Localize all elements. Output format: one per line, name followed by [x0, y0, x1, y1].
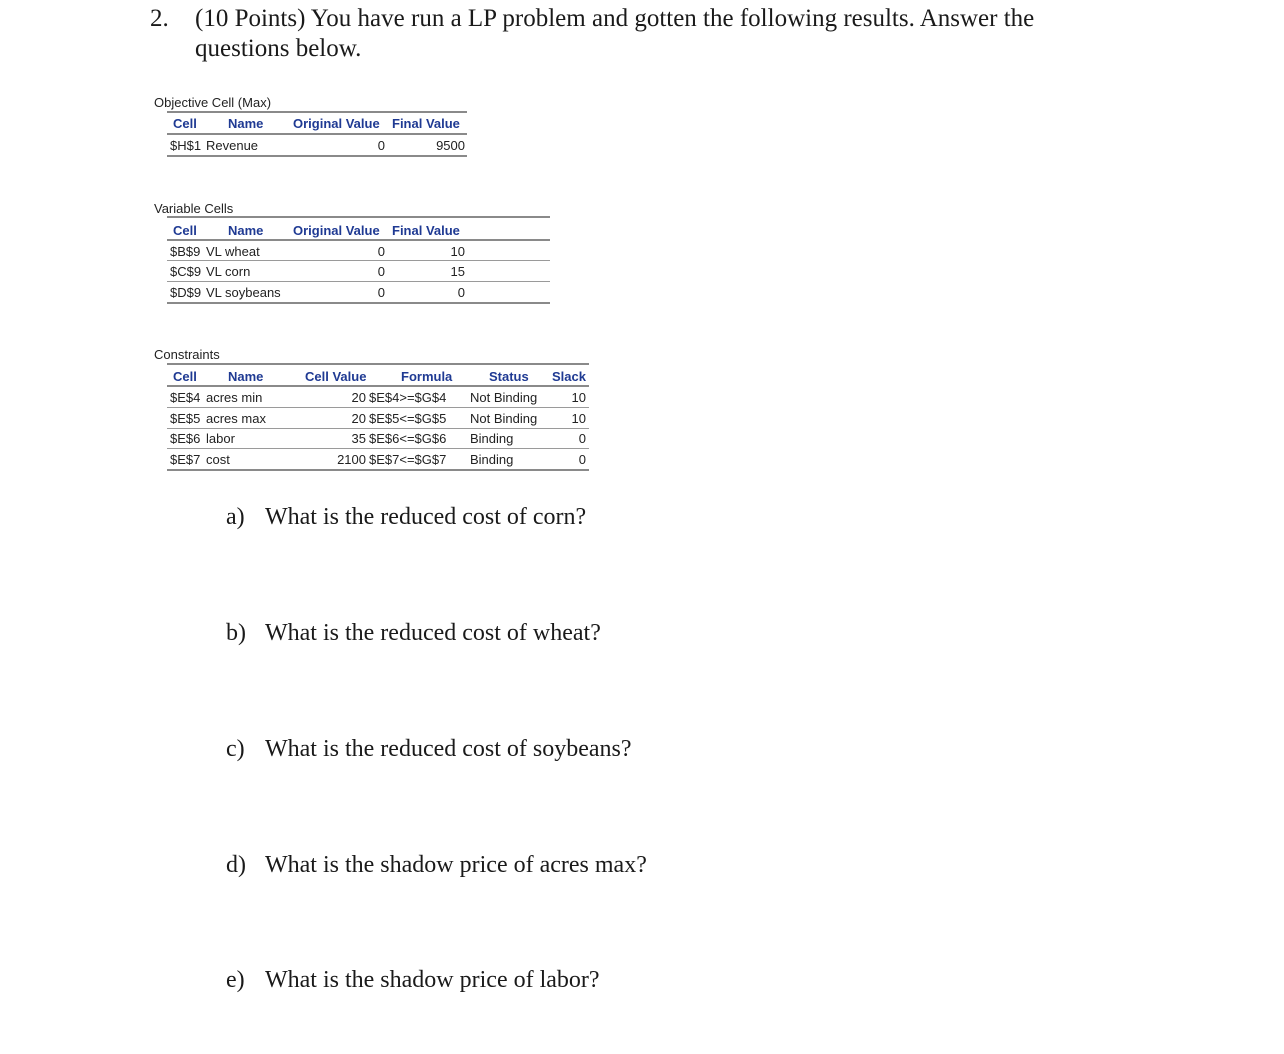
constraints-caption: Constraints: [154, 347, 220, 362]
row-cell: $E$4: [170, 390, 201, 405]
row-formula: $E$7<=$G$7: [369, 452, 447, 467]
header-final-value: Final Value: [392, 116, 460, 131]
header-name: Name: [228, 369, 264, 384]
row-original: 0: [377, 244, 385, 259]
row-cell: $H$1: [170, 138, 202, 153]
header-name: Name: [228, 116, 264, 131]
table-rule: [167, 385, 589, 387]
subquestion-text: What is the reduced cost of soybeans?: [265, 736, 632, 762]
table-rule: [167, 260, 550, 261]
row-name: VL corn: [206, 264, 251, 279]
row-slack: 0: [578, 431, 586, 446]
row-formula: $E$4>=$G$4: [369, 390, 447, 405]
row-name: acres max: [206, 411, 266, 426]
table-rule: [167, 407, 589, 408]
subquestion-text: What is the reduced cost of wheat?: [265, 620, 601, 646]
row-cell-value: 35: [351, 431, 366, 446]
row-cell: $C$9: [170, 264, 202, 279]
row-name: Revenue: [206, 138, 259, 153]
table-rule: [167, 302, 550, 304]
row-name: cost: [206, 452, 230, 467]
row-original: 0: [377, 138, 385, 153]
header-cell: Cell: [173, 116, 197, 131]
objective-caption: Objective Cell (Max): [154, 95, 272, 110]
row-slack: 0: [578, 452, 586, 467]
row-final: 9500: [436, 138, 465, 153]
row-cell: $B$9: [170, 244, 201, 259]
subquestion-label: a): [226, 504, 245, 530]
row-final: 0: [457, 285, 465, 300]
header-original-value: Original Value: [293, 223, 380, 238]
subquestion-text: What is the reduced cost of corn?: [265, 504, 587, 530]
header-name: Name: [228, 223, 264, 238]
objective-table: [167, 111, 467, 159]
subquestion-label: d): [226, 852, 246, 878]
table-rule: [167, 428, 589, 429]
table-rule: [167, 216, 550, 218]
row-cell: $E$6: [170, 431, 201, 446]
row-slack: 10: [571, 390, 586, 405]
table-rule: [167, 469, 589, 471]
row-status: Not Binding: [470, 390, 538, 405]
row-cell-value: 20: [351, 411, 366, 426]
row-final: 15: [450, 264, 465, 279]
question-text: (10 Points) You have run a LP problem and gotten the following results. Answer the questions below.: [195, 5, 1035, 62]
row-status: Binding: [470, 452, 514, 467]
header-status: Status: [489, 369, 529, 384]
row-cell-value: 20: [351, 390, 366, 405]
header-original-value: Original Value: [293, 116, 380, 131]
row-name: acres min: [206, 390, 263, 405]
row-original: 0: [377, 264, 385, 279]
row-cell: $E$7: [170, 452, 201, 467]
row-formula: $E$6<=$G$6: [369, 431, 447, 446]
question-number: 2.: [150, 5, 169, 32]
variables-caption: Variable Cells: [154, 201, 234, 216]
table-rule: [167, 363, 589, 365]
row-final: 10: [450, 244, 465, 259]
header-cell: Cell: [173, 223, 197, 238]
header-formula: Formula: [401, 369, 453, 384]
table-rule: [167, 448, 589, 449]
table-rule: [167, 133, 467, 135]
constraints-table: [167, 363, 589, 473]
table-rule: [167, 155, 467, 157]
row-cell: $D$9: [170, 285, 202, 300]
row-status: Binding: [470, 431, 514, 446]
row-cell-value: 2100: [337, 452, 366, 467]
header-slack: Slack: [552, 369, 586, 384]
header-cell: Cell: [173, 369, 197, 384]
header-cell-value: Cell Value: [305, 369, 367, 384]
table-rule: [167, 281, 550, 282]
subquestion-text: What is the shadow price of acres max?: [265, 852, 647, 878]
row-original: 0: [377, 285, 385, 300]
row-name: VL soybeans: [206, 285, 281, 300]
subquestion-text: What is the shadow price of labor?: [265, 967, 600, 993]
row-cell: $E$5: [170, 411, 201, 426]
subquestion-label: e): [226, 967, 245, 993]
subquestion-label: c): [226, 736, 245, 762]
header-final-value: Final Value: [392, 223, 460, 238]
row-name: labor: [206, 431, 235, 446]
table-rule: [167, 239, 550, 241]
subquestion-label: b): [226, 620, 246, 646]
row-name: VL wheat: [206, 244, 260, 259]
row-status: Not Binding: [470, 411, 538, 426]
row-formula: $E$5<=$G$5: [369, 411, 447, 426]
row-slack: 10: [571, 411, 586, 426]
variables-table: [167, 216, 550, 306]
table-rule: [167, 111, 467, 113]
